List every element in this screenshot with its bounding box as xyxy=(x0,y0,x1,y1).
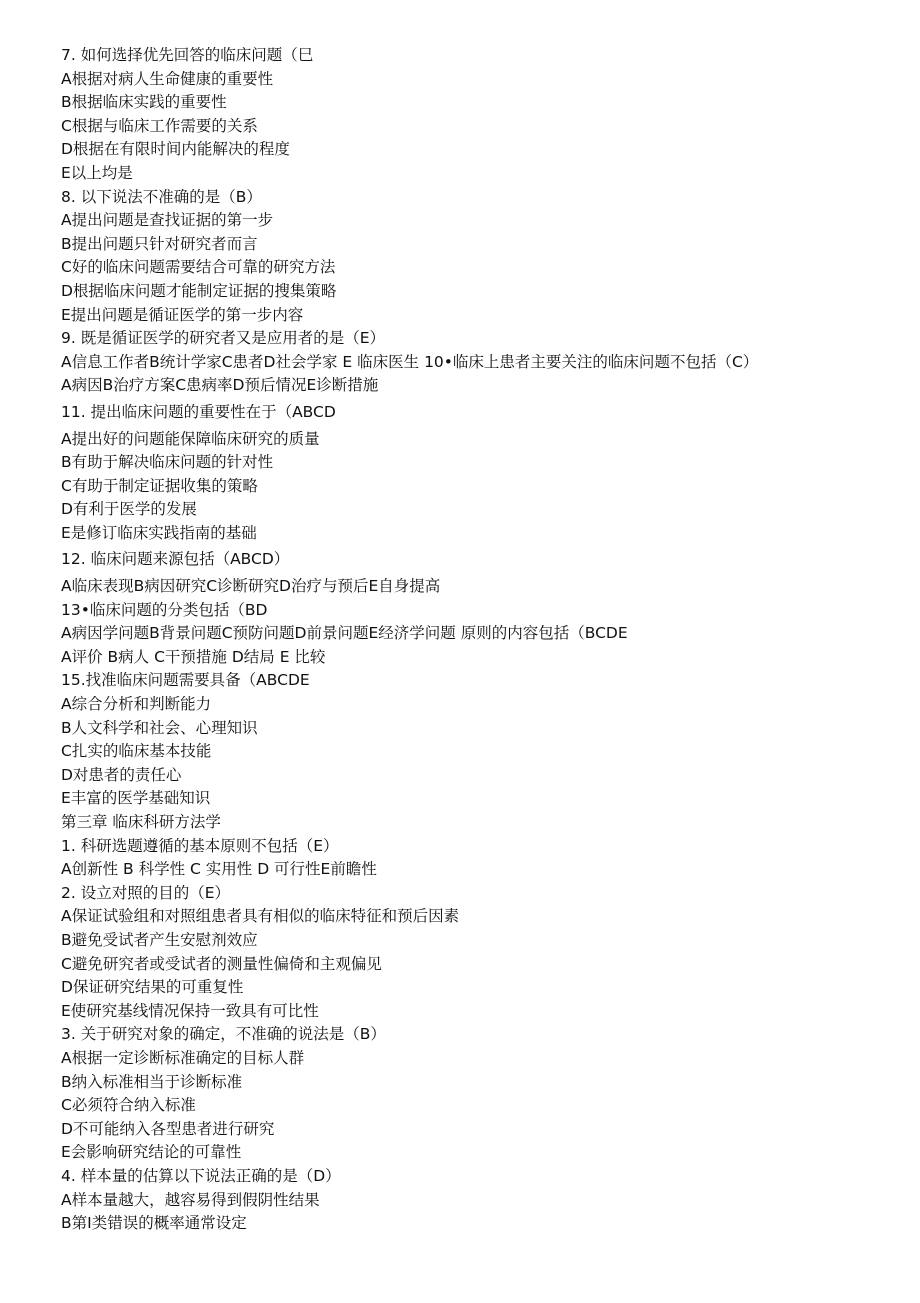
option-line: B纳入标准相当于诊断标准 xyxy=(61,1072,243,1091)
option-line: D不可能纳入各型患者进行研究 xyxy=(61,1119,275,1138)
option-line: A提出问题是查找证据的第一步 xyxy=(61,211,274,230)
option-line: D对患者的责任心 xyxy=(61,765,182,784)
question-9-stem: 9. 既是循证医学的研究者又是应用者的是（E） xyxy=(61,329,386,348)
option-line: E会影响研究结论的可靠性 xyxy=(61,1143,242,1162)
option-line: B有助于解决临床问题的针对性 xyxy=(61,453,274,472)
option-line: A病因学问题B背景问题C预防问题D前景问题E经济学问题 原则的内容包括（BCDE xyxy=(61,624,628,643)
question-15-stem: 15.找准临床问题需要具备（ABCDE xyxy=(61,671,310,690)
question-13-stem: 13•临床问题的分类包括（BD xyxy=(61,600,268,619)
question-2-stem: 2. 设立对照的目的（E） xyxy=(61,883,231,902)
option-line: A创新性 B 科学性 C 实用性 D 可行性E前瞻性 xyxy=(61,860,377,879)
option-line: A病因B治疗方案C患病率D预后情况E诊断措施 xyxy=(61,376,379,395)
option-line: A根据对病人生命健康的重要性 xyxy=(61,69,274,88)
option-line: B根据临床实践的重要性 xyxy=(61,93,227,112)
option-line: A综合分析和判断能力 xyxy=(61,695,212,714)
option-line: E使研究基线情况保持一致具有可比性 xyxy=(61,1001,319,1020)
option-line: E丰富的医学基础知识 xyxy=(61,789,211,808)
option-line: C好的临床问题需要结合可靠的研究方法 xyxy=(61,258,336,277)
question-8-stem: 8. 以下说法不准确的是（B） xyxy=(61,187,262,206)
option-line: C必须符合纳入标准 xyxy=(61,1096,196,1115)
question-4-stem: 4. 样本量的估算以下说法正确的是（D） xyxy=(61,1166,341,1185)
question-3-stem: 3. 关于研究对象的确定，不准确的说法是（B） xyxy=(61,1025,386,1044)
option-line: C根据与临床工作需要的关系 xyxy=(61,116,258,135)
question-12-stem: 12. 临床问题来源包括（ABCD） xyxy=(61,550,290,569)
option-line: B提出问题只针对研究者而言 xyxy=(61,234,258,253)
question-text-block xyxy=(61,44,906,1236)
option-line: A保证试验组和对照组患者具有相似的临床特征和预后因素 xyxy=(61,907,460,926)
option-line: E是修订临床实践指南的基础 xyxy=(61,523,257,542)
option-line: E以上均是 xyxy=(61,163,133,182)
option-line: D根据临床问题才能制定证据的搜集策略 xyxy=(61,281,337,300)
option-line: A信息工作者B统计学家C患者D社会学家 E 临床医生 10•临床上患者主要关注的临床问题不包括（C） xyxy=(61,352,759,371)
option-line: D保证研究结果的可重复性 xyxy=(61,978,244,997)
option-line: B人文科学和社会、心理知识 xyxy=(61,718,258,737)
chapter-heading: 第三章 临床科研方法学 xyxy=(61,813,221,831)
option-line: A提出好的问题能保障临床研究的质量 xyxy=(61,429,320,448)
option-line: D根据在有限时间内能解决的程度 xyxy=(61,140,290,159)
option-line: C有助于制定证据收集的策略 xyxy=(61,476,258,495)
option-line: C扎实的临床基本技能 xyxy=(61,742,212,761)
question-7-stem: 7. 如何选择优先回答的临床问题（巳 xyxy=(61,46,314,64)
option-line: B第I类错误的概率通常设定 xyxy=(61,1214,247,1233)
option-line: C避免研究者或受试者的测量性偏倚和主观偏见 xyxy=(61,954,382,973)
option-line: D有利于医学的发展 xyxy=(61,500,197,519)
option-line: A临床表现B病因研究C诊断研究D治疗与预后E自身提高 xyxy=(61,577,441,596)
option-line: A评价 B病人 C干预措施 D结局 E 比较 xyxy=(61,647,326,666)
question-1-stem: 1. 科研选题遵循的基本原则不包括（E） xyxy=(61,836,339,855)
option-line: A根据一定诊断标准确定的目标人群 xyxy=(61,1048,305,1067)
option-line: E提出问题是循证医学的第一步内容 xyxy=(61,305,304,324)
option-line: B避免受试者产生安慰剂效应 xyxy=(61,930,258,949)
option-line: A样本量越大，越容易得到假阴性结果 xyxy=(61,1190,320,1209)
question-11-stem: 11. 提出临床问题的重要性在于（ABCD xyxy=(61,402,336,421)
